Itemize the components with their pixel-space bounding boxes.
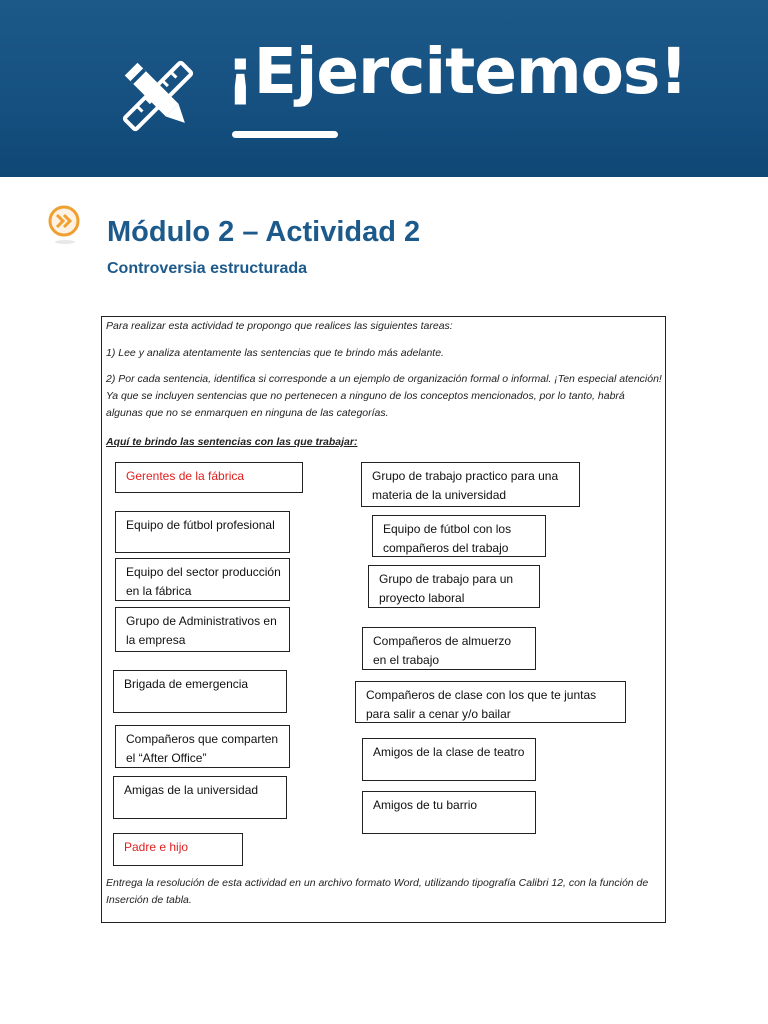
module-subtitle: Controversia estructurada: [107, 260, 308, 277]
banner-title: ¡Ejercitemos!: [226, 35, 688, 108]
sentence-box: Compañeros que comparten el “After Office”: [115, 725, 290, 768]
sentence-box: Compañeros de clase con los que te juntas para salir a cenar y/o bailar: [355, 681, 626, 723]
sentences-heading: Aquí te brindo las sentencias con las que trabajar:: [106, 436, 358, 448]
sentence-box: Padre e hijo: [113, 833, 243, 866]
instructions-step-2: 2) Por cada sentencia, identifica si corresponde a un ejemplo de organización formal o informal. ¡Ten especial atención! Ya que se incluyen sentencias que no pertenecen a ninguno de los conceptos mencionados, por lo tanto, habrá algunas que no se enmarquen en ninguna de las categorías.: [106, 373, 662, 419]
pencil-ruler-icon: [118, 52, 198, 140]
double-chevron-right-icon: [46, 204, 84, 246]
sentence-box: Equipo del sector producción en la fábrica: [115, 558, 290, 601]
banner-underline: [232, 131, 338, 138]
sentence-box: Amigos de la clase de teatro: [362, 738, 536, 781]
sentence-box: Amigas de la universidad: [113, 776, 287, 819]
sentence-box: Amigos de tu barrio: [362, 791, 536, 834]
instructions-closing: Entrega la resolución de esta actividad en un archivo formato Word, utilizando tipografía Calibri 12, con la función de Inserción de tabla.: [106, 877, 649, 906]
header-banner: [0, 0, 768, 177]
sentence-box: Equipo de fútbol profesional: [115, 511, 290, 553]
sentence-box: Grupo de trabajo para un proyecto laboral: [368, 565, 540, 608]
sentence-box: Compañeros de almuerzo en el trabajo: [362, 627, 536, 670]
instructions-intro: Para realizar esta actividad te propongo que realices las siguientes tareas:: [106, 320, 453, 332]
sentence-box: Grupo de Administrativos en la empresa: [115, 607, 290, 652]
module-title: Módulo 2 – Actividad 2: [107, 216, 421, 248]
sentence-box: Grupo de trabajo practico para una materia de la universidad: [361, 462, 580, 507]
sentence-box: Brigada de emergencia: [113, 670, 287, 713]
sentence-box: Gerentes de la fábrica: [115, 462, 303, 493]
sentence-box: Equipo de fútbol con los compañeros del trabajo: [372, 515, 546, 557]
instructions-step-1: 1) Lee y analiza atentamente las sentencias que te brindo más adelante.: [106, 347, 444, 359]
